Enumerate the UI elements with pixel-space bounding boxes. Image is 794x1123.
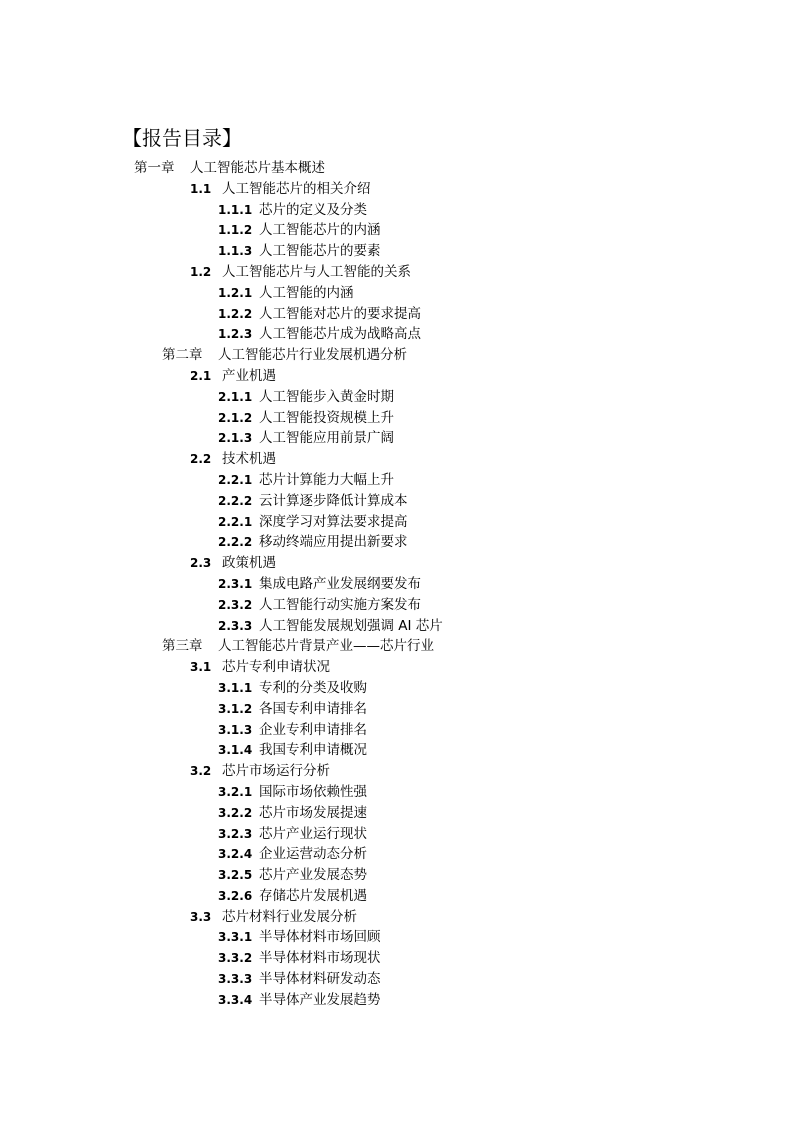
toc-entry-title: 人工智能发展规划强调 AI 芯片 — [259, 617, 443, 634]
toc-entry-title: 人工智能芯片成为战略高点 — [259, 326, 421, 343]
toc-entry — [0, 886, 794, 907]
toc-entry-title: 人工智能芯片基本概述 — [190, 160, 325, 176]
toc-entry-title: 存储芯片发展机遇 — [259, 887, 367, 904]
toc-entry-title: 人工智能应用前景广阔 — [259, 430, 394, 447]
toc-entry — [0, 782, 794, 803]
toc-entry — [0, 616, 794, 637]
toc-entry-title: 人工智能步入黄金时期 — [259, 388, 394, 405]
toc-entry-number: 2.1.1 — [218, 389, 253, 404]
toc-entry-title: 企业专利申请排名 — [259, 721, 367, 738]
toc-entry-number: 2.2.1 — [218, 472, 253, 487]
toc-entry-title: 芯片产业发展态势 — [259, 867, 367, 884]
toc-entry-title: 芯片的定义及分类 — [259, 201, 367, 218]
toc-entry — [0, 179, 794, 200]
toc-entry — [0, 990, 794, 1011]
toc-entry-title: 企业运营动态分析 — [259, 846, 367, 863]
toc-entry — [0, 574, 794, 595]
toc-entry — [0, 304, 794, 325]
toc-entry-title: 政策机遇 — [222, 555, 276, 572]
toc-entry-number: 3.1.1 — [218, 680, 253, 695]
toc-entry — [0, 387, 794, 408]
toc-entry-number: 3.3.3 — [218, 972, 253, 987]
toc-entry — [0, 865, 794, 886]
toc-entry-number: 3.2.4 — [218, 847, 253, 862]
toc-entry-number: 2.2 — [190, 452, 212, 467]
toc-entry-number: 3.1.4 — [218, 743, 253, 758]
toc-entry-number: 3.1.3 — [218, 722, 253, 737]
page-title: 【报告目录】 — [122, 126, 242, 150]
toc-entry-number: 3.2.5 — [218, 868, 253, 883]
toc-entry-title: 半导体材料市场现状 — [259, 950, 381, 967]
toc-entry-title: 产业机遇 — [222, 367, 276, 384]
toc-entry-number: 2.2.2 — [218, 493, 253, 508]
toc-entry-number: 3.2.3 — [218, 826, 253, 841]
toc-entry-title: 芯片专利申请状况 — [222, 659, 330, 676]
toc-entry — [0, 844, 794, 865]
toc-entry-number: 3.2.2 — [218, 805, 253, 820]
toc-entry-title: 移动终端应用提出新要求 — [259, 534, 408, 551]
toc-entry — [0, 532, 794, 553]
toc-entry-number: 3.1.2 — [218, 701, 253, 716]
toc-entry-title: 各国专利申请排名 — [259, 700, 367, 717]
toc-entry — [0, 720, 794, 741]
toc-entry-number: 3.3.1 — [218, 930, 253, 945]
toc-entry — [0, 158, 794, 179]
toc-entry-number: 1.1.1 — [218, 202, 253, 217]
toc-entry-number: 3.3.2 — [218, 951, 253, 966]
toc-entry-number: 3.3.4 — [218, 992, 253, 1007]
toc-entry-number: 3.2.6 — [218, 888, 253, 903]
toc-entry — [0, 657, 794, 678]
toc-entry — [0, 324, 794, 345]
toc-entry-title: 专利的分类及收购 — [259, 679, 367, 696]
toc-entry — [0, 699, 794, 720]
toc-entry-title: 云计算逐步降低计算成本 — [259, 492, 408, 509]
toc-entry-number: 3.2.1 — [218, 784, 253, 799]
toc-entry — [0, 220, 794, 241]
toc-entry-title: 芯片计算能力大幅上升 — [259, 471, 394, 488]
toc-entry-number: 1.2 — [190, 264, 212, 279]
toc-entry-number: 3.3 — [190, 909, 212, 924]
toc-entry — [0, 553, 794, 574]
toc-entry — [0, 636, 794, 657]
toc-entry — [0, 927, 794, 948]
toc-entry — [0, 449, 794, 470]
toc-entry-number: 2.1 — [190, 368, 212, 383]
toc-entry-number: 2.3.1 — [218, 576, 253, 591]
toc-entry-title: 半导体产业发展趋势 — [259, 991, 381, 1008]
toc-entry-title: 人工智能的内涵 — [259, 284, 354, 301]
toc-entry-title: 我国专利申请概况 — [259, 742, 367, 759]
toc-entry-title: 半导体材料研发动态 — [259, 971, 381, 988]
toc-entry-title: 芯片产业运行现状 — [259, 825, 367, 842]
toc-entry-title: 人工智能芯片背景产业——芯片行业 — [218, 638, 434, 655]
toc-entry-title: 人工智能芯片的内涵 — [259, 222, 381, 239]
toc-entry-title: 国际市场依赖性强 — [259, 783, 367, 800]
toc-entry — [0, 948, 794, 969]
toc-entry — [0, 969, 794, 990]
toc-entry — [0, 824, 794, 845]
toc-entry — [0, 907, 794, 928]
toc-entry — [0, 262, 794, 283]
toc-entry-number: 2.3.3 — [218, 618, 253, 633]
toc-entry — [0, 200, 794, 221]
toc-entry — [0, 761, 794, 782]
toc-entry-title: 集成电路产业发展纲要发布 — [259, 575, 421, 592]
toc-entry-number: 1.2.2 — [218, 306, 253, 321]
toc-entry-number: 2.3 — [190, 556, 212, 571]
toc-entry-title: 半导体材料市场回顾 — [259, 929, 381, 946]
toc-entry — [0, 740, 794, 761]
toc-entry-title: 芯片市场运行分析 — [222, 763, 330, 780]
toc-entry-title: 人工智能投资规模上升 — [259, 409, 394, 426]
toc-entry-number: 3.1 — [190, 660, 212, 675]
toc-entry-number: 1.2.3 — [218, 327, 253, 342]
toc-entry-number: 1.1.2 — [218, 223, 253, 238]
toc-entry-number: 第三章 — [162, 638, 203, 655]
toc-entry-title: 人工智能芯片与人工智能的关系 — [222, 263, 411, 280]
toc-entry-title: 人工智能对芯片的要求提高 — [259, 305, 421, 322]
toc-entry-title: 人工智能芯片的要素 — [259, 243, 381, 260]
table-of-contents — [0, 158, 794, 1011]
toc-entry-number: 1.1 — [190, 181, 212, 196]
toc-entry-title: 芯片材料行业发展分析 — [222, 908, 357, 925]
toc-entry-title: 人工智能行动实施方案发布 — [259, 596, 421, 613]
toc-entry-number: 2.2.1 — [218, 514, 253, 529]
toc-entry-number: 2.1.3 — [218, 431, 253, 446]
toc-entry-title: 人工智能芯片的相关介绍 — [222, 180, 371, 197]
toc-entry — [0, 512, 794, 533]
toc-entry — [0, 408, 794, 429]
toc-entry-number: 2.2.2 — [218, 535, 253, 550]
toc-entry — [0, 428, 794, 449]
toc-entry — [0, 470, 794, 491]
toc-entry — [0, 366, 794, 387]
toc-entry-number: 第二章 — [162, 347, 203, 364]
toc-entry — [0, 678, 794, 699]
toc-entry — [0, 491, 794, 512]
toc-entry — [0, 803, 794, 824]
toc-entry — [0, 595, 794, 616]
toc-entry-number: 1.2.1 — [218, 285, 253, 300]
toc-entry-title: 芯片市场发展提速 — [259, 804, 367, 821]
toc-entry-title: 深度学习对算法要求提高 — [259, 513, 408, 530]
toc-entry-title: 技术机遇 — [222, 451, 276, 468]
toc-entry-number: 3.2 — [190, 764, 212, 779]
toc-entry — [0, 241, 794, 262]
toc-entry-number: 1.1.3 — [218, 244, 253, 259]
toc-entry-title: 人工智能芯片行业发展机遇分析 — [218, 347, 407, 364]
toc-entry-number: 第一章 — [134, 160, 175, 176]
toc-entry-number: 2.3.2 — [218, 597, 253, 612]
toc-entry — [0, 283, 794, 304]
toc-entry-number: 2.1.2 — [218, 410, 253, 425]
toc-entry — [0, 345, 794, 366]
